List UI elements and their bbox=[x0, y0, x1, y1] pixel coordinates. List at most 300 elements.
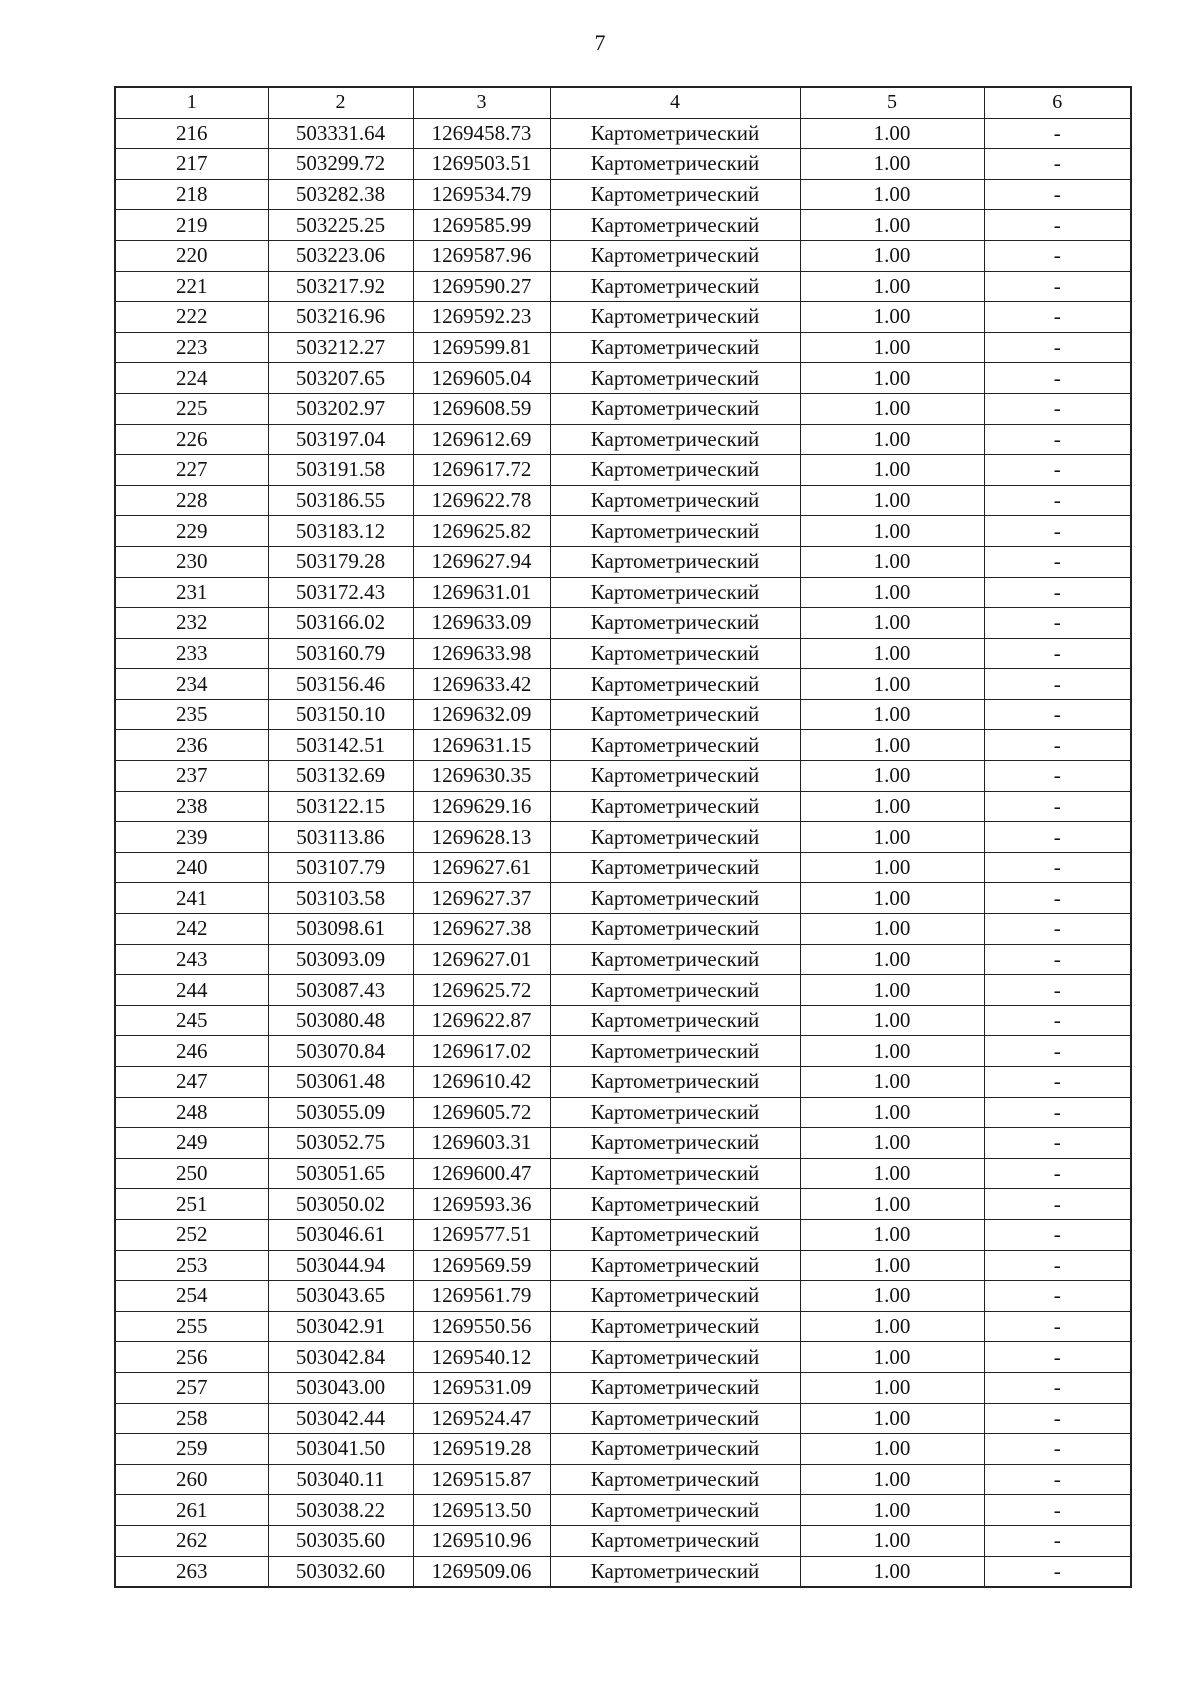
table-cell: 1.00 bbox=[800, 118, 984, 149]
table-cell: 252 bbox=[115, 1219, 268, 1250]
table-cell: 1.00 bbox=[800, 761, 984, 792]
table-cell: - bbox=[984, 516, 1131, 547]
table-cell: 1.00 bbox=[800, 638, 984, 669]
table-cell: 1269550.56 bbox=[413, 1311, 550, 1342]
table-cell: - bbox=[984, 149, 1131, 180]
table-cell: 503179.28 bbox=[268, 546, 413, 577]
table-cell: - bbox=[984, 1311, 1131, 1342]
table-cell: 1.00 bbox=[800, 791, 984, 822]
table-cell: 1269633.42 bbox=[413, 669, 550, 700]
table-cell: 1.00 bbox=[800, 1158, 984, 1189]
table-cell: 503103.58 bbox=[268, 883, 413, 914]
table-cell: - bbox=[984, 1281, 1131, 1312]
table-row bbox=[115, 485, 1131, 516]
table-cell: 503160.79 bbox=[268, 638, 413, 669]
table-row bbox=[115, 1005, 1131, 1036]
table-cell: 1269515.87 bbox=[413, 1464, 550, 1495]
table-cell: 249 bbox=[115, 1128, 268, 1159]
coordinates-table bbox=[114, 86, 1132, 1588]
table-cell: - bbox=[984, 240, 1131, 271]
table-cell: - bbox=[984, 1434, 1131, 1465]
table-cell: 1.00 bbox=[800, 1434, 984, 1465]
table-cell: - bbox=[984, 1097, 1131, 1128]
table-cell: 260 bbox=[115, 1464, 268, 1495]
table-cell: 243 bbox=[115, 944, 268, 975]
table-cell: 1.00 bbox=[800, 1281, 984, 1312]
table-cell: 503080.48 bbox=[268, 1005, 413, 1036]
table-row bbox=[115, 638, 1131, 669]
table-cell: 255 bbox=[115, 1311, 268, 1342]
table-cell: 1.00 bbox=[800, 1372, 984, 1403]
table-cell: 227 bbox=[115, 455, 268, 486]
table-cell: Картометрический bbox=[550, 669, 800, 700]
table-row bbox=[115, 240, 1131, 271]
table-cell: - bbox=[984, 1067, 1131, 1098]
table-cell: 1.00 bbox=[800, 1495, 984, 1526]
table-cell: Картометрический bbox=[550, 302, 800, 333]
column-header: 4 bbox=[550, 87, 800, 118]
table-cell: 1269622.78 bbox=[413, 485, 550, 516]
column-header: 2 bbox=[268, 87, 413, 118]
table-cell: - bbox=[984, 577, 1131, 608]
table-row bbox=[115, 1525, 1131, 1556]
table-cell: Картометрический bbox=[550, 1556, 800, 1587]
table-cell: 503122.15 bbox=[268, 791, 413, 822]
table-cell: 246 bbox=[115, 1036, 268, 1067]
table-cell: Картометрический bbox=[550, 149, 800, 180]
table-row bbox=[115, 1434, 1131, 1465]
table-cell: 1269599.81 bbox=[413, 332, 550, 363]
table-cell: 1269587.96 bbox=[413, 240, 550, 271]
table-row bbox=[115, 1036, 1131, 1067]
table-cell: 503042.84 bbox=[268, 1342, 413, 1373]
table-cell: 1269592.23 bbox=[413, 302, 550, 333]
table-header-row bbox=[115, 87, 1131, 118]
table-cell: 1.00 bbox=[800, 1525, 984, 1556]
table-cell: 225 bbox=[115, 393, 268, 424]
table-cell: 1269605.72 bbox=[413, 1097, 550, 1128]
table-cell: Картометрический bbox=[550, 393, 800, 424]
table-cell: Картометрический bbox=[550, 761, 800, 792]
table-cell: 1269633.09 bbox=[413, 608, 550, 639]
table-cell: 244 bbox=[115, 975, 268, 1006]
table-cell: 239 bbox=[115, 822, 268, 853]
table-cell: - bbox=[984, 852, 1131, 883]
table-row bbox=[115, 1281, 1131, 1312]
table-cell: 1.00 bbox=[800, 1311, 984, 1342]
table-cell: 1.00 bbox=[800, 730, 984, 761]
table-cell: 240 bbox=[115, 852, 268, 883]
table-cell: Картометрический bbox=[550, 699, 800, 730]
table-cell: 229 bbox=[115, 516, 268, 547]
table-cell: 254 bbox=[115, 1281, 268, 1312]
table-cell: Картометрический bbox=[550, 179, 800, 210]
table-cell: 1.00 bbox=[800, 302, 984, 333]
table-cell: 1.00 bbox=[800, 271, 984, 302]
table-cell: - bbox=[984, 699, 1131, 730]
table-cell: Картометрический bbox=[550, 1158, 800, 1189]
table-cell: - bbox=[984, 546, 1131, 577]
table-row bbox=[115, 149, 1131, 180]
table-cell: Картометрический bbox=[550, 1342, 800, 1373]
table-cell: 1.00 bbox=[800, 608, 984, 639]
table-cell: 1.00 bbox=[800, 1189, 984, 1220]
table-cell: 262 bbox=[115, 1525, 268, 1556]
table-cell: Картометрический bbox=[550, 1128, 800, 1159]
table-cell: 1.00 bbox=[800, 546, 984, 577]
table-cell: 1.00 bbox=[800, 1128, 984, 1159]
table-cell: 1269625.72 bbox=[413, 975, 550, 1006]
table-cell: 503172.43 bbox=[268, 577, 413, 608]
table-row bbox=[115, 179, 1131, 210]
table-cell: 1.00 bbox=[800, 516, 984, 547]
table-cell: 219 bbox=[115, 210, 268, 241]
table-cell: Картометрический bbox=[550, 944, 800, 975]
table-cell: 245 bbox=[115, 1005, 268, 1036]
table-cell: 1269585.99 bbox=[413, 210, 550, 241]
table-cell: Картометрический bbox=[550, 516, 800, 547]
table-cell: 503223.06 bbox=[268, 240, 413, 271]
table-cell: 1.00 bbox=[800, 332, 984, 363]
table-cell: 1.00 bbox=[800, 1067, 984, 1098]
page-number: 7 bbox=[594, 30, 606, 55]
table-cell: Картометрический bbox=[550, 914, 800, 945]
table-cell: - bbox=[984, 118, 1131, 149]
table-cell: 248 bbox=[115, 1097, 268, 1128]
table-cell: 221 bbox=[115, 271, 268, 302]
table-cell: 1.00 bbox=[800, 914, 984, 945]
table-row bbox=[115, 271, 1131, 302]
table-cell: Картометрический bbox=[550, 638, 800, 669]
table-cell: - bbox=[984, 1005, 1131, 1036]
table-cell: 224 bbox=[115, 363, 268, 394]
table-cell: - bbox=[984, 1525, 1131, 1556]
table-cell: Картометрический bbox=[550, 1067, 800, 1098]
table-cell: - bbox=[984, 1403, 1131, 1434]
table-cell: 233 bbox=[115, 638, 268, 669]
table-cell: - bbox=[984, 975, 1131, 1006]
table-cell: 1269627.38 bbox=[413, 914, 550, 945]
table-row bbox=[115, 852, 1131, 883]
table-cell: Картометрический bbox=[550, 485, 800, 516]
table-cell: 1269540.12 bbox=[413, 1342, 550, 1373]
table-cell: 263 bbox=[115, 1556, 268, 1587]
table-cell: 1.00 bbox=[800, 1250, 984, 1281]
table-row bbox=[115, 944, 1131, 975]
table-cell: - bbox=[984, 485, 1131, 516]
table-cell: 503032.60 bbox=[268, 1556, 413, 1587]
table-cell: 1.00 bbox=[800, 1219, 984, 1250]
table-cell: 1269503.51 bbox=[413, 149, 550, 180]
table-cell: 1269524.47 bbox=[413, 1403, 550, 1434]
table-cell: 503046.61 bbox=[268, 1219, 413, 1250]
table-cell: 256 bbox=[115, 1342, 268, 1373]
table-cell: 1.00 bbox=[800, 1036, 984, 1067]
table-row bbox=[115, 1189, 1131, 1220]
table-cell: 236 bbox=[115, 730, 268, 761]
table-cell: - bbox=[984, 1128, 1131, 1159]
table-cell: 1269631.15 bbox=[413, 730, 550, 761]
table-cell: - bbox=[984, 363, 1131, 394]
table-cell: Картометрический bbox=[550, 608, 800, 639]
table-cell: - bbox=[984, 669, 1131, 700]
table-row bbox=[115, 1464, 1131, 1495]
table-cell: 503087.43 bbox=[268, 975, 413, 1006]
table-cell: 253 bbox=[115, 1250, 268, 1281]
table-cell: 503282.38 bbox=[268, 179, 413, 210]
table-cell: 503202.97 bbox=[268, 393, 413, 424]
column-header: 3 bbox=[413, 87, 550, 118]
table-cell: - bbox=[984, 1556, 1131, 1587]
table-row bbox=[115, 669, 1131, 700]
table-cell: Картометрический bbox=[550, 1005, 800, 1036]
table-cell: 1269630.35 bbox=[413, 761, 550, 792]
table-cell: 1269633.98 bbox=[413, 638, 550, 669]
table-cell: 1269577.51 bbox=[413, 1219, 550, 1250]
table-cell: - bbox=[984, 761, 1131, 792]
table-cell: - bbox=[984, 730, 1131, 761]
table-cell: - bbox=[984, 1219, 1131, 1250]
table-cell: 503331.64 bbox=[268, 118, 413, 149]
table-cell: 230 bbox=[115, 546, 268, 577]
table-cell: 1.00 bbox=[800, 669, 984, 700]
table-cell: 1269600.47 bbox=[413, 1158, 550, 1189]
table-cell: 503044.94 bbox=[268, 1250, 413, 1281]
table-cell: 1269627.37 bbox=[413, 883, 550, 914]
column-header: 5 bbox=[800, 87, 984, 118]
table-cell: Картометрический bbox=[550, 1372, 800, 1403]
table-body bbox=[115, 118, 1131, 1587]
table-cell: Картометрический bbox=[550, 1036, 800, 1067]
table-cell: 1269612.69 bbox=[413, 424, 550, 455]
table-cell: 1.00 bbox=[800, 393, 984, 424]
table-cell: Картометрический bbox=[550, 577, 800, 608]
table-cell: 1269627.61 bbox=[413, 852, 550, 883]
table-cell: 251 bbox=[115, 1189, 268, 1220]
table-cell: 1269534.79 bbox=[413, 179, 550, 210]
table-cell: 503197.04 bbox=[268, 424, 413, 455]
table-row bbox=[115, 1342, 1131, 1373]
table-row bbox=[115, 1556, 1131, 1587]
table-row bbox=[115, 1311, 1131, 1342]
table-cell: - bbox=[984, 210, 1131, 241]
table-cell: 1.00 bbox=[800, 149, 984, 180]
table-cell: 503041.50 bbox=[268, 1434, 413, 1465]
table-cell: Картометрический bbox=[550, 1097, 800, 1128]
table-cell: 1269627.01 bbox=[413, 944, 550, 975]
table-cell: 1.00 bbox=[800, 1464, 984, 1495]
table-row bbox=[115, 914, 1131, 945]
table-cell: 1.00 bbox=[800, 577, 984, 608]
table-cell: 503042.44 bbox=[268, 1403, 413, 1434]
table-cell: - bbox=[984, 791, 1131, 822]
table-cell: 503040.11 bbox=[268, 1464, 413, 1495]
table-cell: 503207.65 bbox=[268, 363, 413, 394]
table-cell: 503043.65 bbox=[268, 1281, 413, 1312]
table-cell: 503051.65 bbox=[268, 1158, 413, 1189]
table-cell: 1.00 bbox=[800, 699, 984, 730]
table-cell: Картометрический bbox=[550, 546, 800, 577]
table-cell: 503142.51 bbox=[268, 730, 413, 761]
table-cell: 247 bbox=[115, 1067, 268, 1098]
table-cell: Картометрический bbox=[550, 1250, 800, 1281]
table-cell: 1.00 bbox=[800, 485, 984, 516]
table-cell: 503093.09 bbox=[268, 944, 413, 975]
table-cell: 503061.48 bbox=[268, 1067, 413, 1098]
table-cell: 242 bbox=[115, 914, 268, 945]
table-cell: Картометрический bbox=[550, 883, 800, 914]
table-cell: 503183.12 bbox=[268, 516, 413, 547]
table-cell: Картометрический bbox=[550, 1464, 800, 1495]
table-cell: Картометрический bbox=[550, 975, 800, 1006]
table-cell: 503055.09 bbox=[268, 1097, 413, 1128]
table-cell: 1.00 bbox=[800, 883, 984, 914]
table-cell: - bbox=[984, 1495, 1131, 1526]
table-cell: 1269603.31 bbox=[413, 1128, 550, 1159]
table-cell: 503217.92 bbox=[268, 271, 413, 302]
table-cell: 259 bbox=[115, 1434, 268, 1465]
table-cell: Картометрический bbox=[550, 332, 800, 363]
table-cell: 503166.02 bbox=[268, 608, 413, 639]
table-cell: 1.00 bbox=[800, 822, 984, 853]
table-row bbox=[115, 730, 1131, 761]
table-cell: 235 bbox=[115, 699, 268, 730]
table-cell: 1.00 bbox=[800, 455, 984, 486]
table-cell: Картометрический bbox=[550, 271, 800, 302]
table-cell: 1.00 bbox=[800, 240, 984, 271]
table-cell: 1269593.36 bbox=[413, 1189, 550, 1220]
table-row bbox=[115, 363, 1131, 394]
table-cell: 1269627.94 bbox=[413, 546, 550, 577]
table-cell: 1.00 bbox=[800, 210, 984, 241]
table-row bbox=[115, 761, 1131, 792]
table-cell: 1269625.82 bbox=[413, 516, 550, 547]
table-cell: 1269617.02 bbox=[413, 1036, 550, 1067]
table-cell: Картометрический bbox=[550, 791, 800, 822]
table-row bbox=[115, 1128, 1131, 1159]
table-cell: 503052.75 bbox=[268, 1128, 413, 1159]
table-row bbox=[115, 1219, 1131, 1250]
table-row bbox=[115, 822, 1131, 853]
table-row bbox=[115, 210, 1131, 241]
table-cell: 1269510.96 bbox=[413, 1525, 550, 1556]
table-cell: 222 bbox=[115, 302, 268, 333]
table-cell: 1269513.50 bbox=[413, 1495, 550, 1526]
table-row bbox=[115, 791, 1131, 822]
table-cell: 1269590.27 bbox=[413, 271, 550, 302]
table-cell: 258 bbox=[115, 1403, 268, 1434]
table-cell: Картометрический bbox=[550, 1281, 800, 1312]
table-cell: Картометрический bbox=[550, 1495, 800, 1526]
table-cell: - bbox=[984, 271, 1131, 302]
table-cell: 1.00 bbox=[800, 1097, 984, 1128]
table-cell: 1.00 bbox=[800, 424, 984, 455]
table-cell: 503156.46 bbox=[268, 669, 413, 700]
table-cell: 1.00 bbox=[800, 975, 984, 1006]
table-cell: 503050.02 bbox=[268, 1189, 413, 1220]
table-cell: 1269629.16 bbox=[413, 791, 550, 822]
table-cell: Картометрический bbox=[550, 822, 800, 853]
table-cell: 503113.86 bbox=[268, 822, 413, 853]
table-row bbox=[115, 699, 1131, 730]
table-row bbox=[115, 393, 1131, 424]
table-cell: 1.00 bbox=[800, 179, 984, 210]
table-cell: 250 bbox=[115, 1158, 268, 1189]
table-cell: Картометрический bbox=[550, 1189, 800, 1220]
table-cell: - bbox=[984, 1189, 1131, 1220]
table-cell: 261 bbox=[115, 1495, 268, 1526]
table-cell: - bbox=[984, 1342, 1131, 1373]
table-row bbox=[115, 577, 1131, 608]
table-cell: 1269531.09 bbox=[413, 1372, 550, 1403]
table-cell: - bbox=[984, 822, 1131, 853]
table-cell: - bbox=[984, 1036, 1131, 1067]
table-cell: 1.00 bbox=[800, 1342, 984, 1373]
table-row bbox=[115, 1097, 1131, 1128]
column-header: 6 bbox=[984, 87, 1131, 118]
table-row bbox=[115, 516, 1131, 547]
table-cell: 1269569.59 bbox=[413, 1250, 550, 1281]
table-cell: - bbox=[984, 638, 1131, 669]
table-cell: - bbox=[984, 1250, 1131, 1281]
table-cell: 1269610.42 bbox=[413, 1067, 550, 1098]
table-cell: 1269509.06 bbox=[413, 1556, 550, 1587]
table-cell: - bbox=[984, 1464, 1131, 1495]
table-cell: 503038.22 bbox=[268, 1495, 413, 1526]
table-row bbox=[115, 455, 1131, 486]
table-cell: - bbox=[984, 944, 1131, 975]
table-cell: Картометрический bbox=[550, 455, 800, 486]
table-cell: 503225.25 bbox=[268, 210, 413, 241]
table-cell: 1269628.13 bbox=[413, 822, 550, 853]
table-cell: 1269622.87 bbox=[413, 1005, 550, 1036]
table-row bbox=[115, 118, 1131, 149]
table-cell: - bbox=[984, 1158, 1131, 1189]
table-cell: Картометрический bbox=[550, 210, 800, 241]
table-row bbox=[115, 1403, 1131, 1434]
table-row bbox=[115, 1158, 1131, 1189]
table-cell: Картометрический bbox=[550, 240, 800, 271]
table-cell: - bbox=[984, 455, 1131, 486]
table-cell: 218 bbox=[115, 179, 268, 210]
table-cell: - bbox=[984, 1372, 1131, 1403]
table-cell: 241 bbox=[115, 883, 268, 914]
table-cell: 1269631.01 bbox=[413, 577, 550, 608]
table-cell: 503098.61 bbox=[268, 914, 413, 945]
table-row bbox=[115, 424, 1131, 455]
table-cell: Картометрический bbox=[550, 424, 800, 455]
table-cell: - bbox=[984, 883, 1131, 914]
table-cell: 237 bbox=[115, 761, 268, 792]
table-cell: Картометрический bbox=[550, 1434, 800, 1465]
table-row bbox=[115, 1067, 1131, 1098]
table-cell: 220 bbox=[115, 240, 268, 271]
table-cell: Картометрический bbox=[550, 1219, 800, 1250]
table-cell: 503299.72 bbox=[268, 149, 413, 180]
table-cell: 503070.84 bbox=[268, 1036, 413, 1067]
table-row bbox=[115, 608, 1131, 639]
table-row bbox=[115, 546, 1131, 577]
table-cell: - bbox=[984, 393, 1131, 424]
table-cell: 503042.91 bbox=[268, 1311, 413, 1342]
table-cell: 1.00 bbox=[800, 1556, 984, 1587]
table-cell: Картометрический bbox=[550, 730, 800, 761]
table-cell: 503132.69 bbox=[268, 761, 413, 792]
table-cell: 257 bbox=[115, 1372, 268, 1403]
table-cell: - bbox=[984, 302, 1131, 333]
column-header: 1 bbox=[115, 87, 268, 118]
table-cell: 1269519.28 bbox=[413, 1434, 550, 1465]
